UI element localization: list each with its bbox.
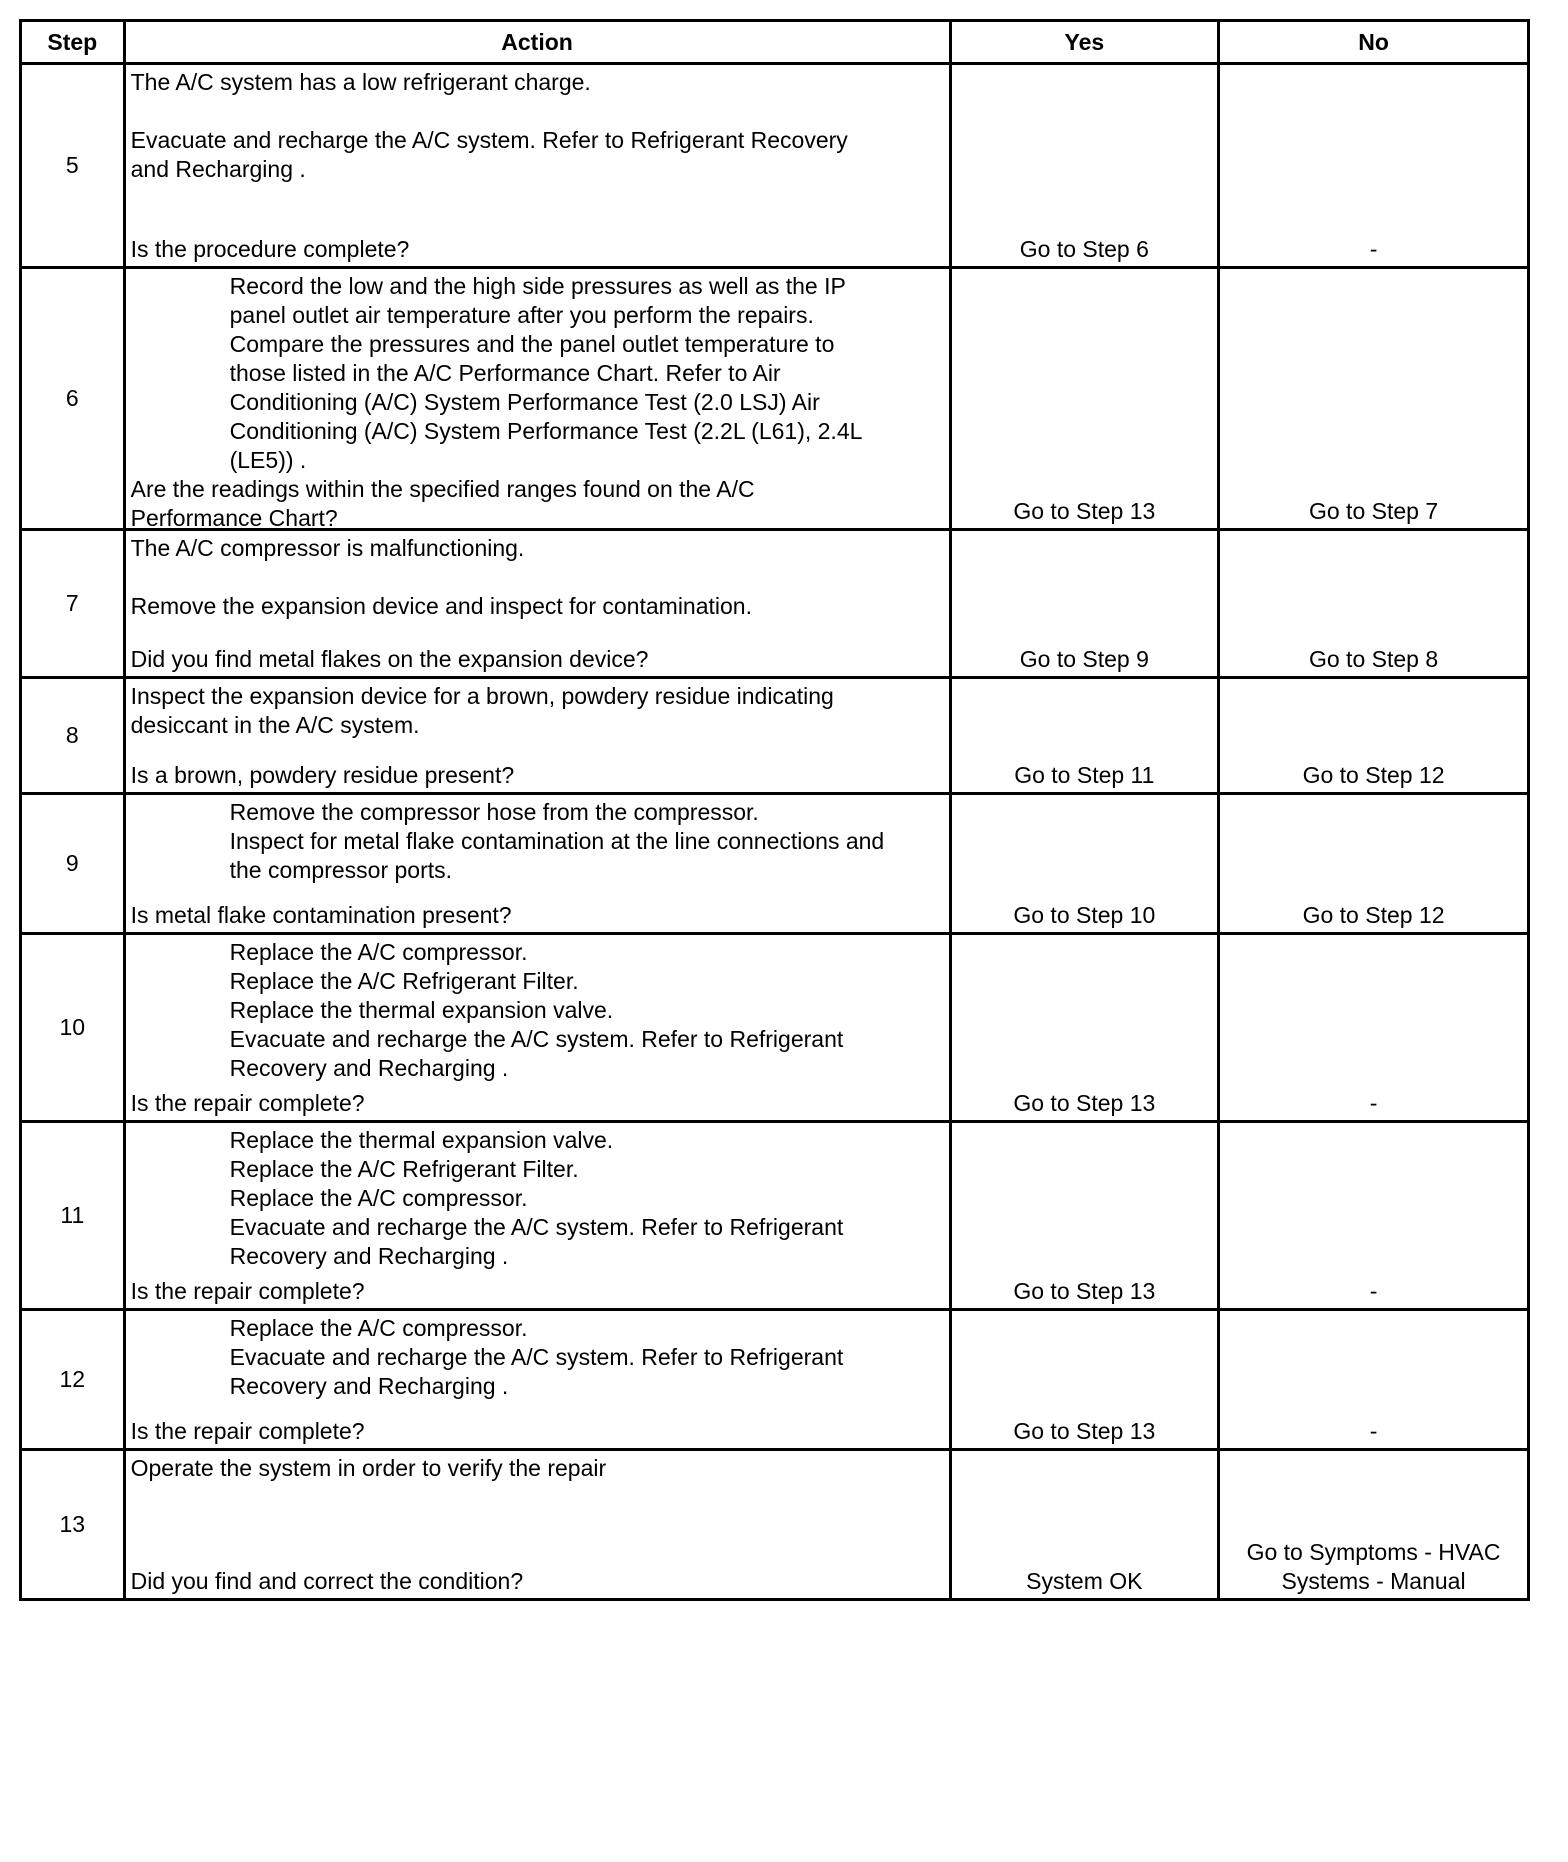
question-line: Is metal flake contamination present? — [130, 902, 512, 928]
action-instructions — [131, 798, 941, 885]
action-cell — [124, 794, 950, 934]
action-line: the compressor ports. — [229, 857, 453, 883]
action-line: The A/C system has a low refrigerant charge. — [130, 69, 591, 95]
action-cell — [124, 530, 950, 678]
action-line: Replace the thermal expansion valve. — [229, 997, 614, 1023]
action-instructions — [131, 68, 941, 184]
no-outcome-text: Go to Step 7 — [1308, 498, 1439, 524]
action-instructions — [131, 1126, 941, 1271]
action-cell — [124, 1310, 950, 1450]
yes-outcome — [950, 678, 1219, 794]
action-line: panel outlet air temperature after you perform the repairs. — [229, 302, 814, 328]
action-question — [131, 475, 941, 533]
action-line: Inspect for metal flake contamination at the line connections and — [229, 828, 885, 854]
yes-outcome — [950, 268, 1219, 530]
yes-outcome-text: Go to Step 13 — [1013, 498, 1156, 524]
action-line: Replace the A/C Refrigerant Filter. — [229, 968, 579, 994]
header-row — [21, 21, 1529, 64]
yes-outcome — [950, 64, 1219, 268]
action-line: Inspect the expansion device for a brown, powdery residue indicating — [130, 683, 834, 709]
action-question — [131, 1089, 941, 1118]
table-row — [21, 1450, 1529, 1600]
action-instructions — [131, 682, 941, 740]
action-instructions — [131, 1314, 941, 1401]
header-step: Step — [21, 21, 125, 64]
table-row — [21, 268, 1529, 530]
action-question — [131, 761, 941, 790]
yes-outcome — [950, 530, 1219, 678]
action-line: Evacuate and recharge the A/C system. Refer to Refrigerant Recovery — [130, 127, 848, 153]
action-line: desiccant in the A/C system. — [130, 712, 420, 738]
action-line: (LE5)) . — [229, 447, 307, 473]
no-outcome — [1219, 794, 1529, 934]
action-line: Recovery and Recharging . — [229, 1055, 509, 1081]
step-number: 8 — [21, 678, 125, 794]
header-no: No — [1219, 21, 1529, 64]
step-number: 6 — [21, 268, 125, 530]
table-row — [21, 934, 1529, 1122]
no-outcome — [1219, 934, 1529, 1122]
yes-outcome-text: Go to Step 13 — [1013, 1278, 1156, 1304]
action-instructions — [131, 272, 941, 475]
action-question — [131, 1277, 941, 1306]
action-cell — [124, 268, 950, 530]
action-line: Evacuate and recharge the A/C system. Refer to Refrigerant — [229, 1344, 844, 1370]
header-action: Action — [124, 21, 950, 64]
step-number: 9 — [21, 794, 125, 934]
question-line: Is the procedure complete? — [130, 236, 410, 262]
step-number: 10 — [21, 934, 125, 1122]
table-row — [21, 678, 1529, 794]
step-number: 7 — [21, 530, 125, 678]
action-cell — [124, 678, 950, 794]
yes-outcome — [950, 1310, 1219, 1450]
action-question — [131, 645, 941, 674]
question-line: Did you find metal flakes on the expansion device? — [130, 646, 649, 672]
yes-outcome-text: Go to Step 13 — [1013, 1418, 1156, 1444]
no-outcome-text: Go to Step 12 — [1302, 762, 1445, 788]
action-cell — [124, 64, 950, 268]
header-yes: Yes — [950, 21, 1219, 64]
no-outcome — [1219, 1122, 1529, 1310]
action-instructions — [131, 534, 941, 621]
step-number: 11 — [21, 1122, 125, 1310]
action-line: Operate the system in order to verify the repair — [130, 1455, 607, 1481]
no-outcome-text: - — [1369, 1090, 1378, 1116]
action-line — [131, 563, 941, 592]
yes-outcome — [950, 934, 1219, 1122]
action-question — [131, 1417, 941, 1446]
yes-outcome-text: Go to Step 10 — [1013, 902, 1156, 928]
action-line: and Recharging . — [130, 156, 306, 182]
yes-outcome-text: Go to Step 9 — [1019, 646, 1149, 672]
question-line: Did you find and correct the condition? — [130, 1568, 524, 1594]
no-outcome-text: - — [1369, 236, 1378, 262]
action-line: Remove the compressor hose from the compressor. — [229, 799, 759, 825]
action-line: Replace the A/C Refrigerant Filter. — [229, 1156, 579, 1182]
yes-outcome — [950, 1122, 1219, 1310]
action-line — [131, 97, 941, 126]
action-line: Evacuate and recharge the A/C system. Refer to Refrigerant — [229, 1214, 844, 1240]
action-line: Remove the expansion device and inspect for contamination. — [130, 593, 752, 619]
action-line: those listed in the A/C Performance Chart. Refer to Air — [229, 360, 781, 386]
question-line: Is the repair complete? — [130, 1278, 365, 1304]
step-number: 13 — [21, 1450, 125, 1600]
yes-outcome — [950, 794, 1219, 934]
no-outcome-text: Go to Symptoms - HVAC Systems - Manual — [1246, 1539, 1501, 1594]
action-line: Compare the pressures and the panel outlet temperature to — [229, 331, 835, 357]
step-number: 5 — [21, 64, 125, 268]
question-line: Is the repair complete? — [130, 1418, 365, 1444]
yes-outcome-text: System OK — [1026, 1568, 1143, 1594]
action-question — [131, 1567, 941, 1596]
action-line: Replace the A/C compressor. — [229, 1185, 528, 1211]
no-outcome-text: - — [1369, 1418, 1378, 1444]
action-line: Evacuate and recharge the A/C system. Refer to Refrigerant — [229, 1026, 844, 1052]
action-cell — [124, 1450, 950, 1600]
no-outcome — [1219, 1310, 1529, 1450]
action-line: Replace the thermal expansion valve. — [229, 1127, 614, 1153]
table-row — [21, 64, 1529, 268]
action-question — [131, 901, 941, 930]
no-outcome-text: Go to Step 12 — [1302, 902, 1445, 928]
no-outcome — [1219, 268, 1529, 530]
table-row — [21, 1310, 1529, 1450]
action-line: Recovery and Recharging . — [229, 1243, 509, 1269]
no-outcome — [1219, 530, 1529, 678]
action-line: Replace the A/C compressor. — [229, 1315, 528, 1341]
table-row — [21, 1122, 1529, 1310]
action-cell — [124, 1122, 950, 1310]
action-line: Record the low and the high side pressures as well as the IP — [229, 273, 846, 299]
no-outcome — [1219, 1450, 1529, 1600]
action-line: Conditioning (A/C) System Performance Test (2.2L (L61), 2.4L — [229, 418, 863, 444]
no-outcome-text: Go to Step 8 — [1308, 646, 1439, 672]
action-line: The A/C compressor is malfunctioning. — [130, 535, 525, 561]
no-outcome-text: - — [1369, 1278, 1378, 1304]
action-instructions — [131, 1454, 941, 1483]
yes-outcome — [950, 1450, 1219, 1600]
action-line: Recovery and Recharging . — [229, 1373, 509, 1399]
table-row — [21, 794, 1529, 934]
action-question — [131, 235, 941, 264]
question-line: Are the readings within the specified ranges found on the A/C — [130, 476, 755, 502]
yes-outcome-text: Go to Step 13 — [1013, 1090, 1156, 1116]
action-line: Replace the A/C compressor. — [229, 939, 528, 965]
diagnostic-table — [19, 19, 1530, 1601]
action-cell — [124, 934, 950, 1122]
question-line: Performance Chart? — [130, 505, 338, 531]
step-number: 12 — [21, 1310, 125, 1450]
no-outcome — [1219, 678, 1529, 794]
action-line: Conditioning (A/C) System Performance Test (2.0 LSJ) Air — [229, 389, 820, 415]
action-instructions — [131, 938, 941, 1083]
no-outcome — [1219, 64, 1529, 268]
yes-outcome-text: Go to Step 11 — [1014, 762, 1155, 788]
yes-outcome-text: Go to Step 6 — [1019, 236, 1149, 262]
question-line: Is the repair complete? — [130, 1090, 365, 1116]
question-line: Is a brown, powdery residue present? — [130, 762, 515, 788]
table-row — [21, 530, 1529, 678]
